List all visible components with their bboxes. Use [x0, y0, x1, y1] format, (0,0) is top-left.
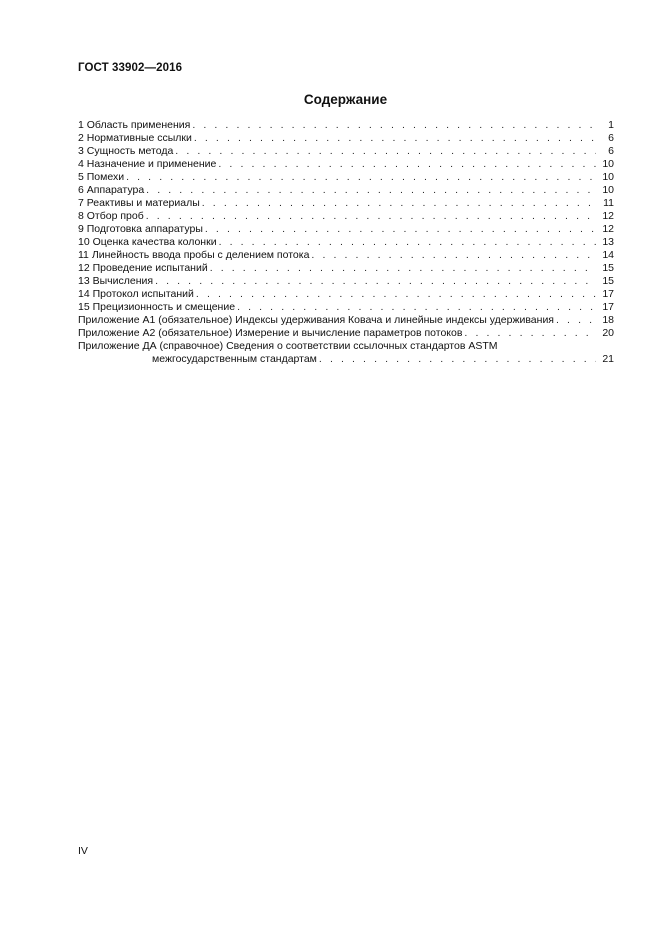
- toc-leader-dots: [219, 236, 596, 249]
- toc-entry[interactable]: [78, 210, 614, 223]
- toc-entry-label: 9 Подготовка аппаратуры: [78, 223, 203, 235]
- toc-leader-dots: [146, 184, 596, 197]
- toc-entry[interactable]: [78, 184, 614, 197]
- toc-entry[interactable]: [78, 145, 614, 158]
- toc-entry-label: 2 Нормативные ссылки: [78, 132, 192, 144]
- toc-entry-page: 6: [608, 145, 614, 157]
- toc-entry-page: 17: [602, 288, 614, 300]
- toc-title: Содержание: [303, 92, 388, 107]
- toc-entry-appendix-da[interactable]: [78, 340, 614, 353]
- toc-leader-dots: [464, 327, 596, 340]
- toc-entry[interactable]: [78, 288, 614, 301]
- toc-entry[interactable]: [78, 197, 614, 210]
- toc-entry-page: 21: [602, 353, 614, 365]
- toc-entry-label: 1 Область применения: [78, 119, 191, 131]
- toc-entry[interactable]: [78, 171, 614, 184]
- toc-leader-dots: [202, 197, 596, 210]
- toc-leader-dots: [311, 249, 596, 262]
- toc-entry-label: Приложение ДА (справочное) Сведения о соответствии ссылочных стандартов ASTM: [78, 340, 498, 352]
- toc-entry-label: 10 Оценка качества колонки: [78, 236, 217, 248]
- toc-entry[interactable]: [78, 132, 614, 145]
- toc-entry-page: 10: [602, 184, 614, 196]
- toc-leader-dots: [126, 171, 596, 184]
- table-of-contents: [78, 119, 614, 366]
- toc-entry[interactable]: [78, 301, 614, 314]
- toc-entry-appendix-a1[interactable]: [78, 314, 614, 327]
- toc-entry[interactable]: [78, 236, 614, 249]
- toc-entry-label: Приложение А2 (обязательное) Измерение и вычисление параметров потоков: [78, 327, 463, 339]
- toc-entry-page: 15: [602, 262, 614, 274]
- toc-entry[interactable]: [78, 249, 614, 262]
- toc-entry-page: 18: [602, 314, 614, 326]
- toc-entry-label-continued: межгосударственным стандартам: [152, 353, 317, 365]
- toc-entry-label: 8 Отбор проб: [78, 210, 144, 222]
- toc-entry-page: 13: [602, 236, 614, 248]
- toc-entry[interactable]: [78, 158, 614, 171]
- toc-leader-dots: [205, 223, 596, 236]
- toc-entry[interactable]: [78, 262, 614, 275]
- toc-leader-dots: [146, 210, 596, 223]
- toc-entry[interactable]: [78, 275, 614, 288]
- toc-entry-label: 14 Протокол испытаний: [78, 288, 194, 300]
- toc-leader-dots: [218, 158, 596, 171]
- toc-entry-label: 3 Сущность метода: [78, 145, 174, 157]
- toc-entry-label: 13 Вычисления: [78, 275, 154, 287]
- toc-entry-page: 10: [602, 158, 614, 170]
- toc-leader-dots: [319, 353, 596, 366]
- toc-entry-appendix-a2[interactable]: [78, 327, 614, 340]
- standard-code: ГОСТ 33902—2016: [78, 62, 183, 74]
- toc-entry-page: 6: [608, 132, 614, 144]
- toc-leader-dots: [192, 119, 596, 132]
- toc-entry-appendix-da-continued[interactable]: [78, 353, 614, 366]
- toc-entry-page: 10: [602, 171, 614, 183]
- toc-entry-label: 4 Назначение и применение: [78, 158, 217, 170]
- toc-leader-dots: [237, 301, 596, 314]
- toc-entry-page: 15: [602, 275, 614, 287]
- toc-leader-dots: [556, 314, 596, 327]
- toc-leader-dots: [196, 288, 596, 301]
- toc-entry[interactable]: [78, 223, 614, 236]
- toc-entry[interactable]: [78, 119, 614, 132]
- toc-entry-label: 6 Аппаратура: [78, 184, 145, 196]
- toc-entry-page: 20: [602, 327, 614, 339]
- toc-leader-dots: [155, 275, 596, 288]
- toc-entry-label: 15 Прецизионность и смещение: [78, 301, 236, 313]
- toc-leader-dots: [210, 262, 596, 275]
- toc-entry-label: 7 Реактивы и материалы: [78, 197, 200, 209]
- toc-entry-label: Приложение А1 (обязательное) Индексы удерживания Ковача и линейные индексы удерживания: [78, 314, 554, 326]
- toc-entry-label: 12 Проведение испытаний: [78, 262, 208, 274]
- toc-entry-page: 1: [608, 119, 614, 131]
- toc-leader-dots: [194, 132, 596, 145]
- toc-entry-page: 12: [602, 223, 614, 235]
- toc-entry-page: 14: [602, 249, 614, 261]
- toc-entry-label: 5 Помехи: [78, 171, 125, 183]
- toc-entry-label: 11 Линейность ввода пробы с делением потока: [78, 249, 310, 261]
- toc-entry-page: 11: [603, 197, 614, 209]
- page-number: IV: [78, 845, 88, 857]
- toc-leader-dots: [175, 145, 596, 158]
- toc-entry-page: 17: [602, 301, 614, 313]
- toc-entry-page: 12: [602, 210, 614, 222]
